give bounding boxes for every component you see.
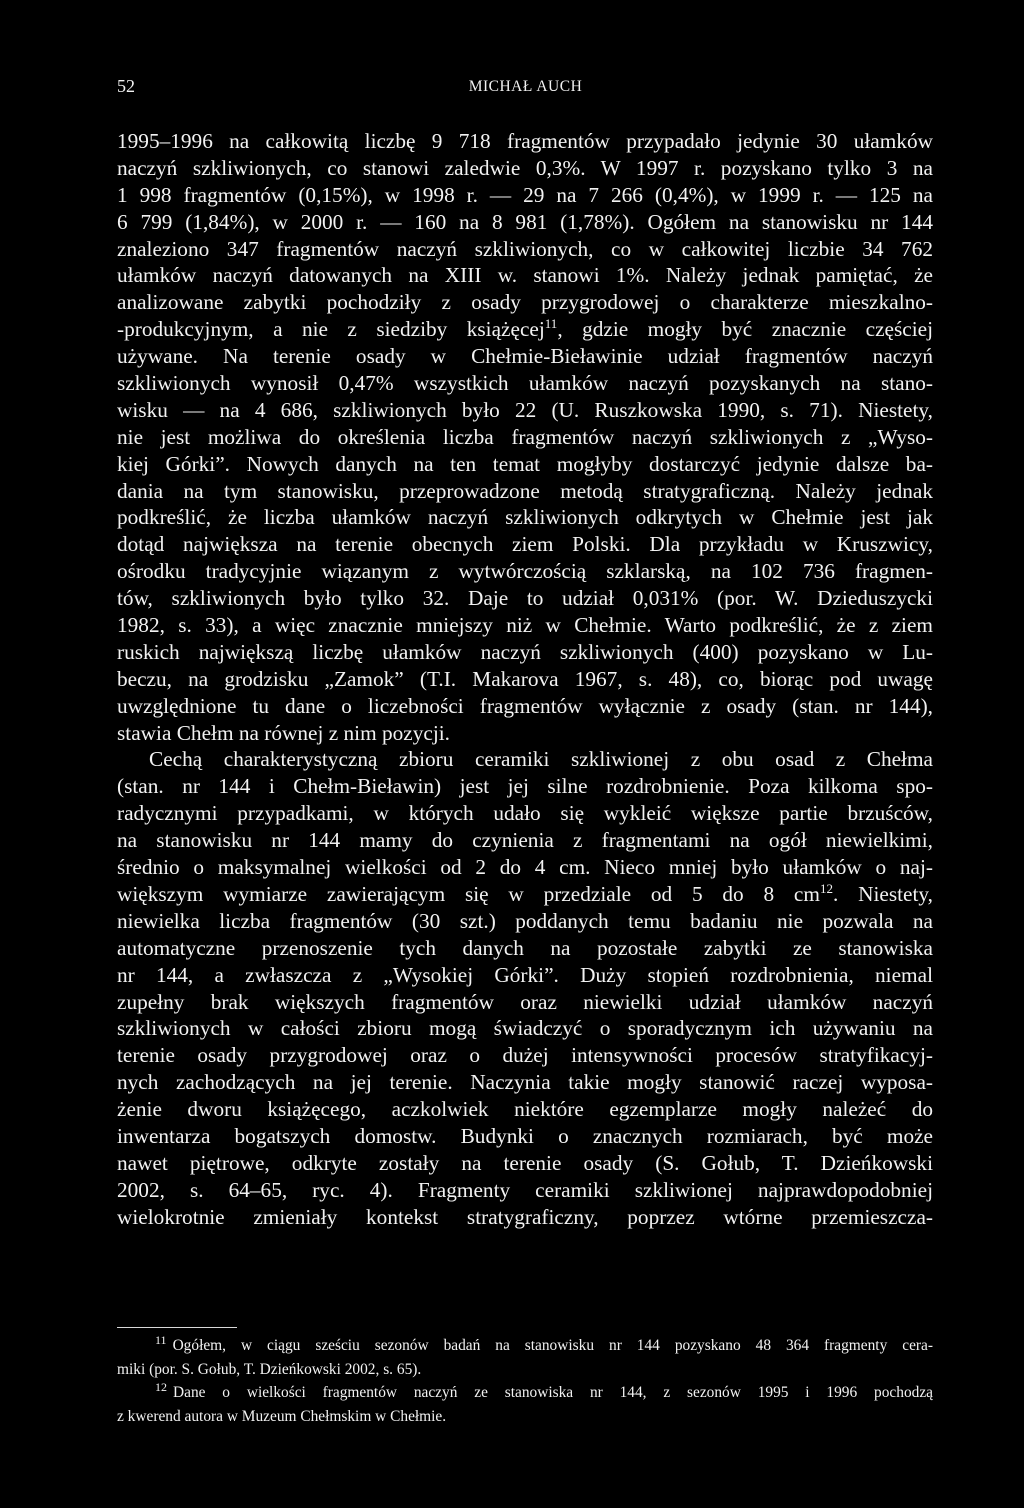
text-line: radycznymi przypadkami, w których udało się wykleić większe partie brzuśców,	[117, 801, 933, 826]
text-line: zupełny brak większych fragmentów oraz niewielki udział ułamków naczyń	[117, 989, 933, 1014]
text-line: ośrodku tradycyjnie wiązanym z wytwórczością szklarską, na 102 736 fragmen-	[117, 559, 933, 584]
main-text	[117, 128, 933, 1231]
text-segment: -produkcyjnym, a nie z siedziby książęcej	[117, 317, 545, 342]
text-line: 1995–1996 na całkowitą liczbę 9 718 fragmentów przypadało jedynie 30 ułamków	[117, 129, 933, 153]
footnote-12-continuation: z kwerend autora w Muzeum Chełmskim w Chełmie.	[117, 1407, 447, 1425]
text-segment: , gdzie mogły być znacznie częściej	[557, 317, 933, 342]
footnote-11	[117, 1334, 933, 1358]
text-line: (stan. nr 144 i Chełm-Bieławin) jest jej silne rozdrobnienie. Poza kilkoma spo-	[117, 774, 933, 799]
text-line: szkliwionych wynosił 0,47% wszystkich ułamków naczyń pozyskanych na stano-	[117, 371, 933, 396]
text-line: nie jest możliwa do określenia liczba fragmentów naczyń szkliwionych z „Wyso-	[117, 424, 933, 449]
text-line: kiej Górki”. Nowych danych na ten temat mogłyby dostarczyć jedynie dalsze ba-	[117, 451, 933, 476]
text-line: analizowane zabytki pochodziły z osady przygrodowej o charakterze mieszkalno-	[117, 290, 933, 315]
footnote-ref-12: 12	[819, 880, 833, 896]
running-header	[117, 76, 934, 102]
text-line: dotąd największa na terenie obecnych ziem Polski. Dla przykładu w Kruszwicy,	[117, 532, 933, 557]
text-line: ułamków naczyń datowanych na XIII w. stanowi 1%. Należy jednak pamiętać, że	[117, 263, 933, 288]
text-line: wielokrotnie zmieniały kontekst stratygraficzny, poprzez wtórne przemieszcza-	[117, 1204, 933, 1229]
text-line: nawet piętrowe, odkryte zostały na terenie osady (S. Gołub, T. Dzieńkowski	[117, 1150, 933, 1175]
text-segment: . Niestety,	[832, 881, 933, 906]
footnote-mark: 11	[155, 1334, 167, 1347]
text-line: niewielka liczba fragmentów (30 szt.) poddanych temu badaniu nie pozwala na	[117, 908, 933, 933]
text-line: stawia Chełm na równej z nim pozycji.	[117, 720, 450, 745]
text-line: uwzględnione tu dane o liczebności fragmentów wyłącznie z osady (stan. nr 144),	[117, 693, 933, 718]
text-line: nr 144, a zwłaszcza z „Wysokiej Górki”. Duży stopień rozdrobnienia, niemal	[117, 962, 933, 987]
text-line: beczu, na grodzisku „Zamok” (T.I. Makarova 1967, s. 48), co, biorąc pod uwagę	[117, 666, 933, 691]
text-segment: większym wymiarze zawierającym się w przedziale od 5 do 8 cm	[117, 881, 820, 906]
text-line: automatyczne przenoszenie tych danych na pozostałe zabytki ze stanowiska	[117, 935, 933, 960]
paragraph-first-line: Cechą charakterystyczną zbioru ceramiki szkliwionej z obu osad z Chełma	[149, 747, 933, 772]
text-line: 2002, s. 64–65, ryc. 4). Fragmenty ceramiki szkliwionej najprawdopodobniej	[117, 1177, 933, 1202]
footnote-text: Ogółem, w ciągu sześciu sezonów badań na stanowisku nr 144 pozyskano 48 364 fragmenty cera-	[172, 1337, 933, 1354]
text-line: 1982, s. 33), a więc znacznie mniejszy niż w Chełmie. Warto podkreślić, że z ziem	[117, 613, 933, 638]
text-line: wisku — na 4 686, szkliwionych było 22 (U. Ruszkowska 1990, s. 71). Niestety,	[117, 397, 933, 422]
text-line: naczyń szkliwionych, co stanowi zaledwie 0,3%. W 1997 r. pozyskano tylko 3 na	[117, 155, 933, 180]
text-line: terenie osady przygrodowej oraz o dużej intensywności procesów stratyfikacyj-	[117, 1043, 933, 1068]
text-line: tów, szkliwionych było tylko 32. Daje to udział 0,031% (por. W. Dzieduszycki	[117, 586, 933, 611]
text-line: 6 799 (1,84%), w 2000 r. — 160 na 8 981 (1,78%). Ogółem na stanowisku nr 144	[117, 209, 933, 234]
text-line-with-footnote-ref	[117, 881, 933, 908]
text-line: średnio o maksymalnej wielkości od 2 do 4 cm. Nieco mniej było ułamków o naj-	[117, 855, 933, 880]
running-head-author: MICHAŁ AUCH	[468, 78, 583, 95]
text-line: podkreślić, że liczba ułamków naczyń szkliwionych odkrytych w Chełmie jest jak	[117, 505, 933, 530]
text-line: znaleziono 347 fragmentów naczyń szkliwionych, co w całkowitej liczbie 34 762	[117, 236, 933, 261]
text-line: inwentarza bogatszych domostw. Budynki o znacznych rozmiarach, być może	[117, 1123, 933, 1148]
text-line: na stanowisku nr 144 mamy do czynienia z fragmentami na ogół niewielkimi,	[117, 828, 933, 853]
page-number: 52	[117, 76, 135, 96]
text-line: ruskich największą liczbę ułamków naczyń szkliwionych (400) pozyskano w Lu-	[117, 639, 933, 664]
footnotes	[117, 1334, 933, 1428]
text-line: używane. Na terenie osady w Chełmie-Bieławinie udział fragmentów naczyń	[117, 344, 933, 369]
footnote-ref-11: 11	[544, 316, 558, 332]
text-line: żenie dworu książęcego, aczkolwiek niektóre egzemplarze mogły należeć do	[117, 1097, 933, 1122]
footnote-11-continuation: miki (por. S. Gołub, T. Dzieńkowski 2002, s. 65).	[117, 1360, 422, 1378]
text-line: nych zachodzących na jej terenie. Naczynia takie mogły stanowić raczej wyposa-	[117, 1070, 933, 1095]
footnote-12	[117, 1381, 933, 1405]
footnote-separator	[117, 1327, 237, 1328]
footnote-text: Dane o wielkości fragmentów naczyń ze stanowiska nr 144, z sezonów 1995 i 1996 pochodzą	[173, 1384, 933, 1401]
text-line: szkliwionych w całości zbioru mogą świadczyć o sporadycznym ich używaniu na	[117, 1016, 933, 1041]
text-line: 1 998 fragmentów (0,15%), w 1998 r. — 29 na 7 266 (0,4%), w 1999 r. — 125 na	[117, 182, 933, 207]
text-line: dania na tym stanowisku, przeprowadzone metodą stratygraficzną. Należy jednak	[117, 478, 933, 503]
footnote-mark: 12	[155, 1381, 167, 1394]
text-line-with-footnote-ref	[117, 316, 933, 343]
